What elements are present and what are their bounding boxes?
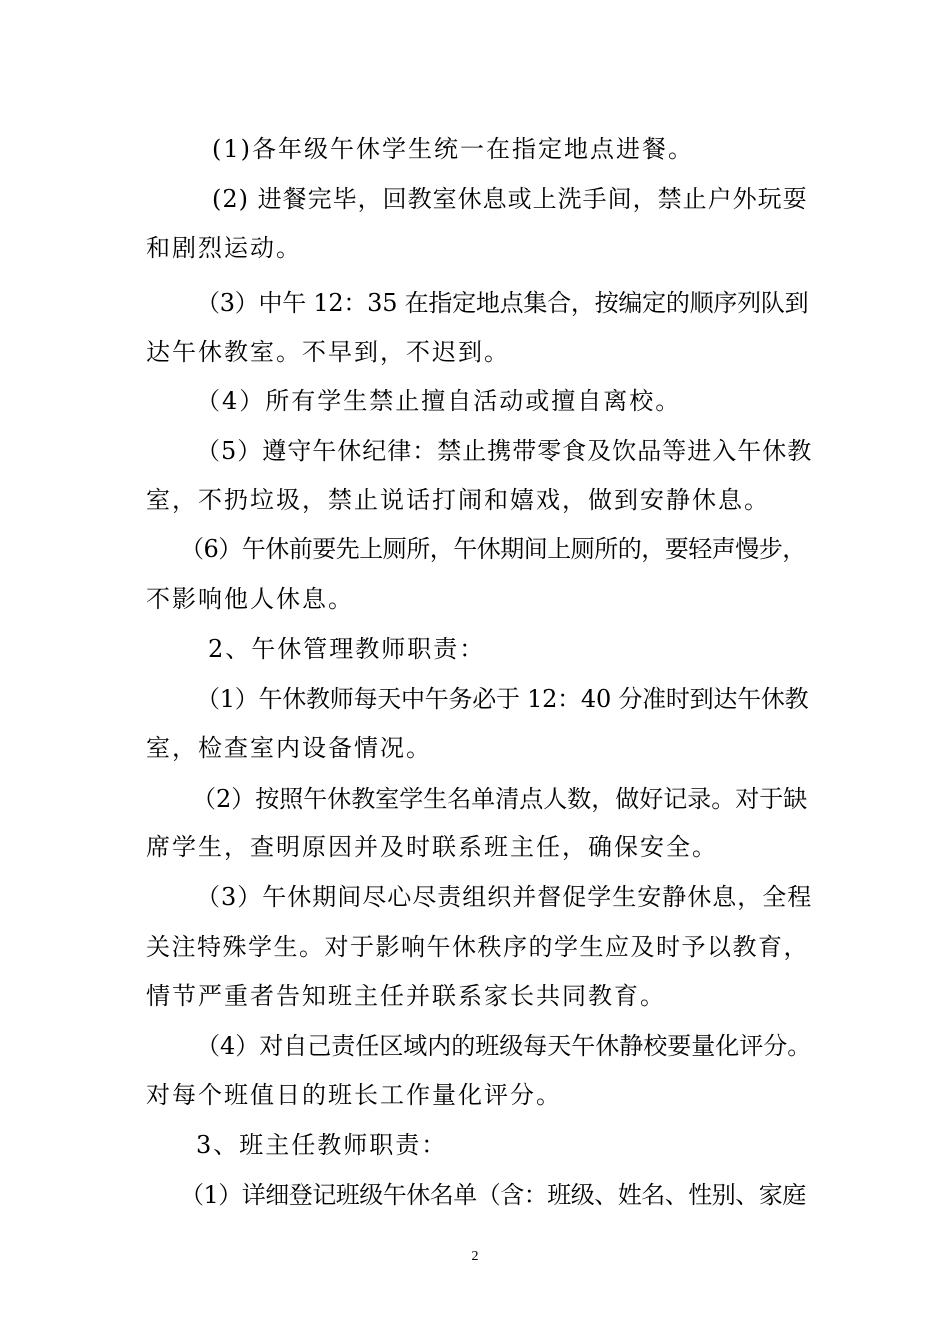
paragraph-line: 对每个班值日的班长工作量化评分。 (146, 1081, 562, 1109)
section-heading: 3、班主任教师职责： (196, 1131, 448, 1159)
paragraph-line: （4）所有学生禁止擅自活动或擅自离校。 (196, 387, 682, 415)
paragraph-line: 达午休教室。不早到，不迟到。 (146, 338, 510, 366)
paragraph-line: 室，检查室内设备情况。 (146, 734, 432, 762)
paragraph-line: （3）午休期间尽心尽责组织并督促学生安静休息，全程 (196, 883, 813, 911)
paragraph-line: 关注特殊学生。对于影响午休秩序的学生应及时予以教育， (146, 933, 809, 961)
paragraph-line: （6）午休前要先上厕所，午休期间上厕所的，要轻声慢步， (180, 535, 806, 563)
paragraph-line: 和剧烈运动。 (146, 234, 302, 262)
paragraph-line: （2）按照午休教室学生名单清点人数，做好记录。对于缺 (192, 785, 808, 813)
paragraph-line: （5）遵守午休纪律：禁止携带零食及饮品等进入午休教 (196, 437, 813, 465)
paragraph-line: 不影响他人休息。 (146, 585, 354, 613)
paragraph-line: (2) 进餐完毕，回教室休息或上洗手间，禁止户外玩耍 (212, 185, 808, 213)
section-heading: 2、午休管理教师职责： (208, 635, 486, 663)
paragraph-line: 席学生，查明原因并及时联系班主任，确保安全。 (146, 833, 718, 861)
paragraph-line: 室，不扔垃圾，禁止说话打闹和嬉戏，做到安静休息。 (146, 486, 770, 514)
paragraph-line: （1）午休教师每天中午务必于 12：40 分准时到达午休教 (196, 685, 809, 713)
paragraph-line: （4）对自己责任区域内的班级每天午休静校要量化评分。 (196, 1032, 812, 1060)
paragraph-line: (1)各年级午休学生统一在指定地点进餐。 (212, 135, 694, 163)
paragraph-line: （1）详细登记班级午休名单（含：班级、姓名、性别、家庭 (180, 1181, 806, 1209)
paragraph-line: （3）中午 12：35 在指定地点集合，按编定的顺序列队到 (196, 289, 809, 317)
page-number: 2 (471, 1249, 479, 1264)
paragraph-line: 情节严重者告知班主任并联系家长共同教育。 (146, 982, 666, 1010)
